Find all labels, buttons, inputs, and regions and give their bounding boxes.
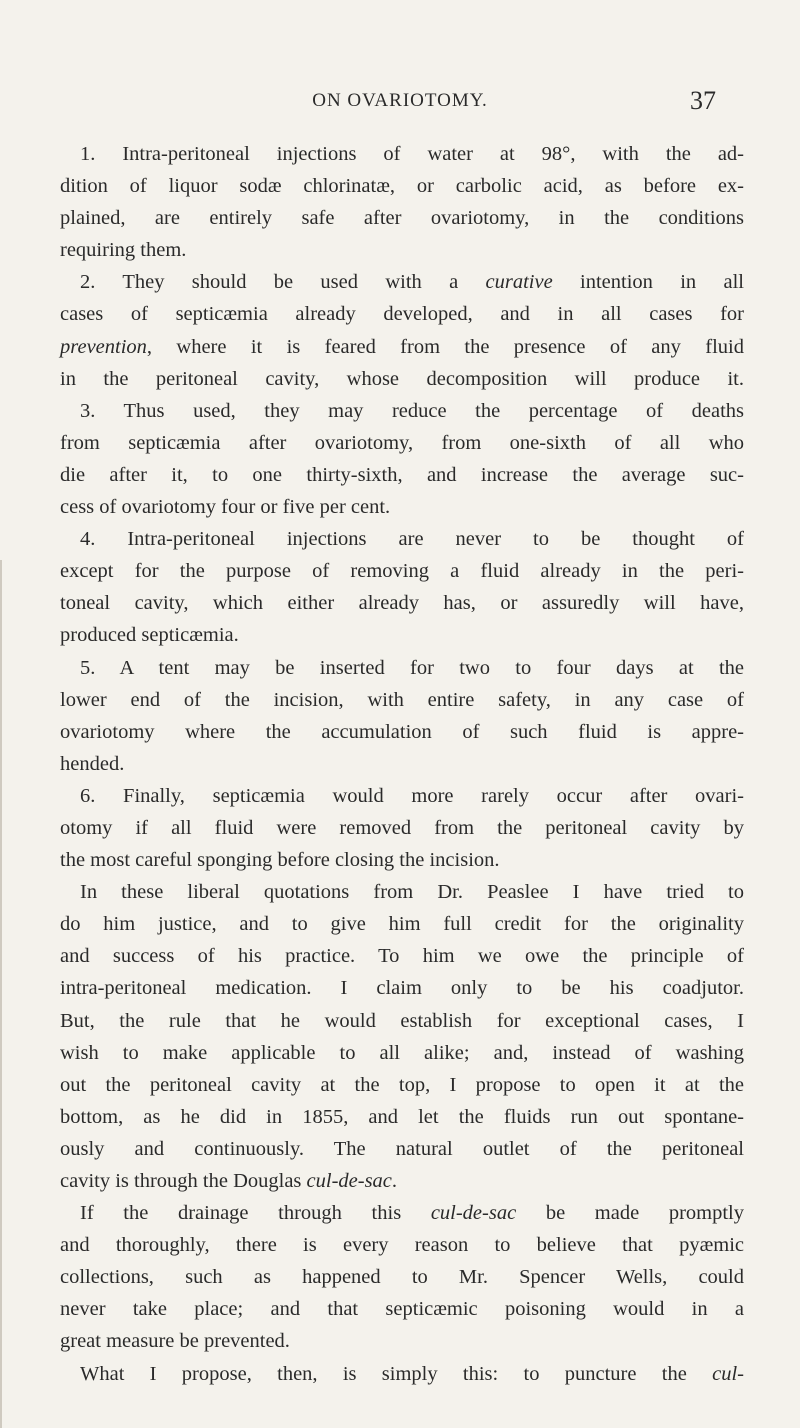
text-line: dition of liquor sodæ chlorinatæ, or carbolic acid, as before ex-: [60, 175, 744, 198]
text-line: from septicæmia after ovariotomy, from one-sixth of all who: [60, 431, 744, 454]
text-line: do him justice, and to give him full credit for the originality: [60, 913, 744, 936]
text-line: 4. Intra-peritoneal injections are never to be thought of: [80, 528, 744, 551]
text-line: But, the rule that he would establish for exceptional cases, I: [60, 1009, 744, 1032]
text-line: ovariotomy where the accumulation of such fluid is appre-: [60, 720, 744, 743]
text-line: never take place; and that septicæmic poisoning would in a: [60, 1298, 744, 1321]
text-line: If the drainage through this cul-de-sac be made promptly: [80, 1202, 744, 1225]
text-line: the most careful sponging before closing the incision.: [60, 849, 500, 872]
text-line: produced septicæmia.: [60, 624, 239, 647]
page-edge-shadow: [0, 560, 2, 1428]
text-line: hended.: [60, 752, 125, 775]
text-line: cavity is through the Douglas cul-de-sac.: [60, 1170, 398, 1192]
running-title: ON OVARIOTOMY.: [312, 90, 488, 111]
text-line: 5. A tent may be inserted for two to four days at the: [80, 656, 744, 679]
running-head: [0, 88, 800, 118]
text-line: 1. Intra-peritoneal injections of water at 98°, with the ad-: [80, 143, 744, 165]
text-line: wish to make applicable to all alike; and, instead of washing: [60, 1041, 744, 1064]
text-line: toneal cavity, which either already has, or assuredly will have,: [60, 592, 744, 615]
text-line: out the peritoneal cavity at the top, I propose to open it at the: [60, 1073, 744, 1096]
body-text: [60, 138, 744, 1390]
text-line: intra-peritoneal medication. I claim only to be his coadjutor.: [60, 977, 744, 1000]
text-line: in the peritoneal cavity, whose decomposition will produce it.: [60, 367, 744, 390]
text-line: 3. Thus used, they may reduce the percentage of deaths: [80, 399, 744, 422]
text-line: otomy if all fluid were removed from the peritoneal cavity by: [60, 816, 744, 839]
text-line: and success of his practice. To him we owe the principle of: [60, 945, 744, 968]
text-line: ously and continuously. The natural outlet of the peritoneal: [60, 1137, 744, 1160]
text-line: and thoroughly, there is every reason to believe that pyæmic: [60, 1234, 744, 1257]
text-line: 6. Finally, septicæmia would more rarely occur after ovari-: [80, 784, 744, 807]
text-line: plained, are entirely safe after ovariotomy, in the conditions: [60, 207, 744, 230]
text-line: What I propose, then, is simply this: to puncture the cul-: [80, 1362, 744, 1385]
text-line: die after it, to one thirty-sixth, and increase the average suc-: [60, 463, 744, 486]
text-line: In these liberal quotations from Dr. Peaslee I have tried to: [80, 881, 744, 904]
text-line: bottom, as he did in 1855, and let the fluids run out spontane-: [60, 1105, 744, 1128]
text-line: great measure be prevented.: [60, 1330, 290, 1353]
text-line: cases of septicæmia already developed, and in all cases for: [60, 303, 744, 326]
text-line: lower end of the incision, with entire safety, in any case of: [60, 688, 744, 711]
text-line: prevention, where it is feared from the presence of any fluid: [60, 335, 744, 358]
text-line: collections, such as happened to Mr. Spencer Wells, could: [60, 1266, 744, 1289]
text-line: requiring them.: [60, 239, 187, 262]
text-line: 2. They should be used with a curative intention in all: [80, 271, 744, 294]
text-line: cess of ovariotomy four or five per cent.: [60, 496, 391, 519]
text-line: except for the purpose of removing a fluid already in the peri-: [60, 560, 744, 583]
page-number: 37: [690, 86, 716, 115]
